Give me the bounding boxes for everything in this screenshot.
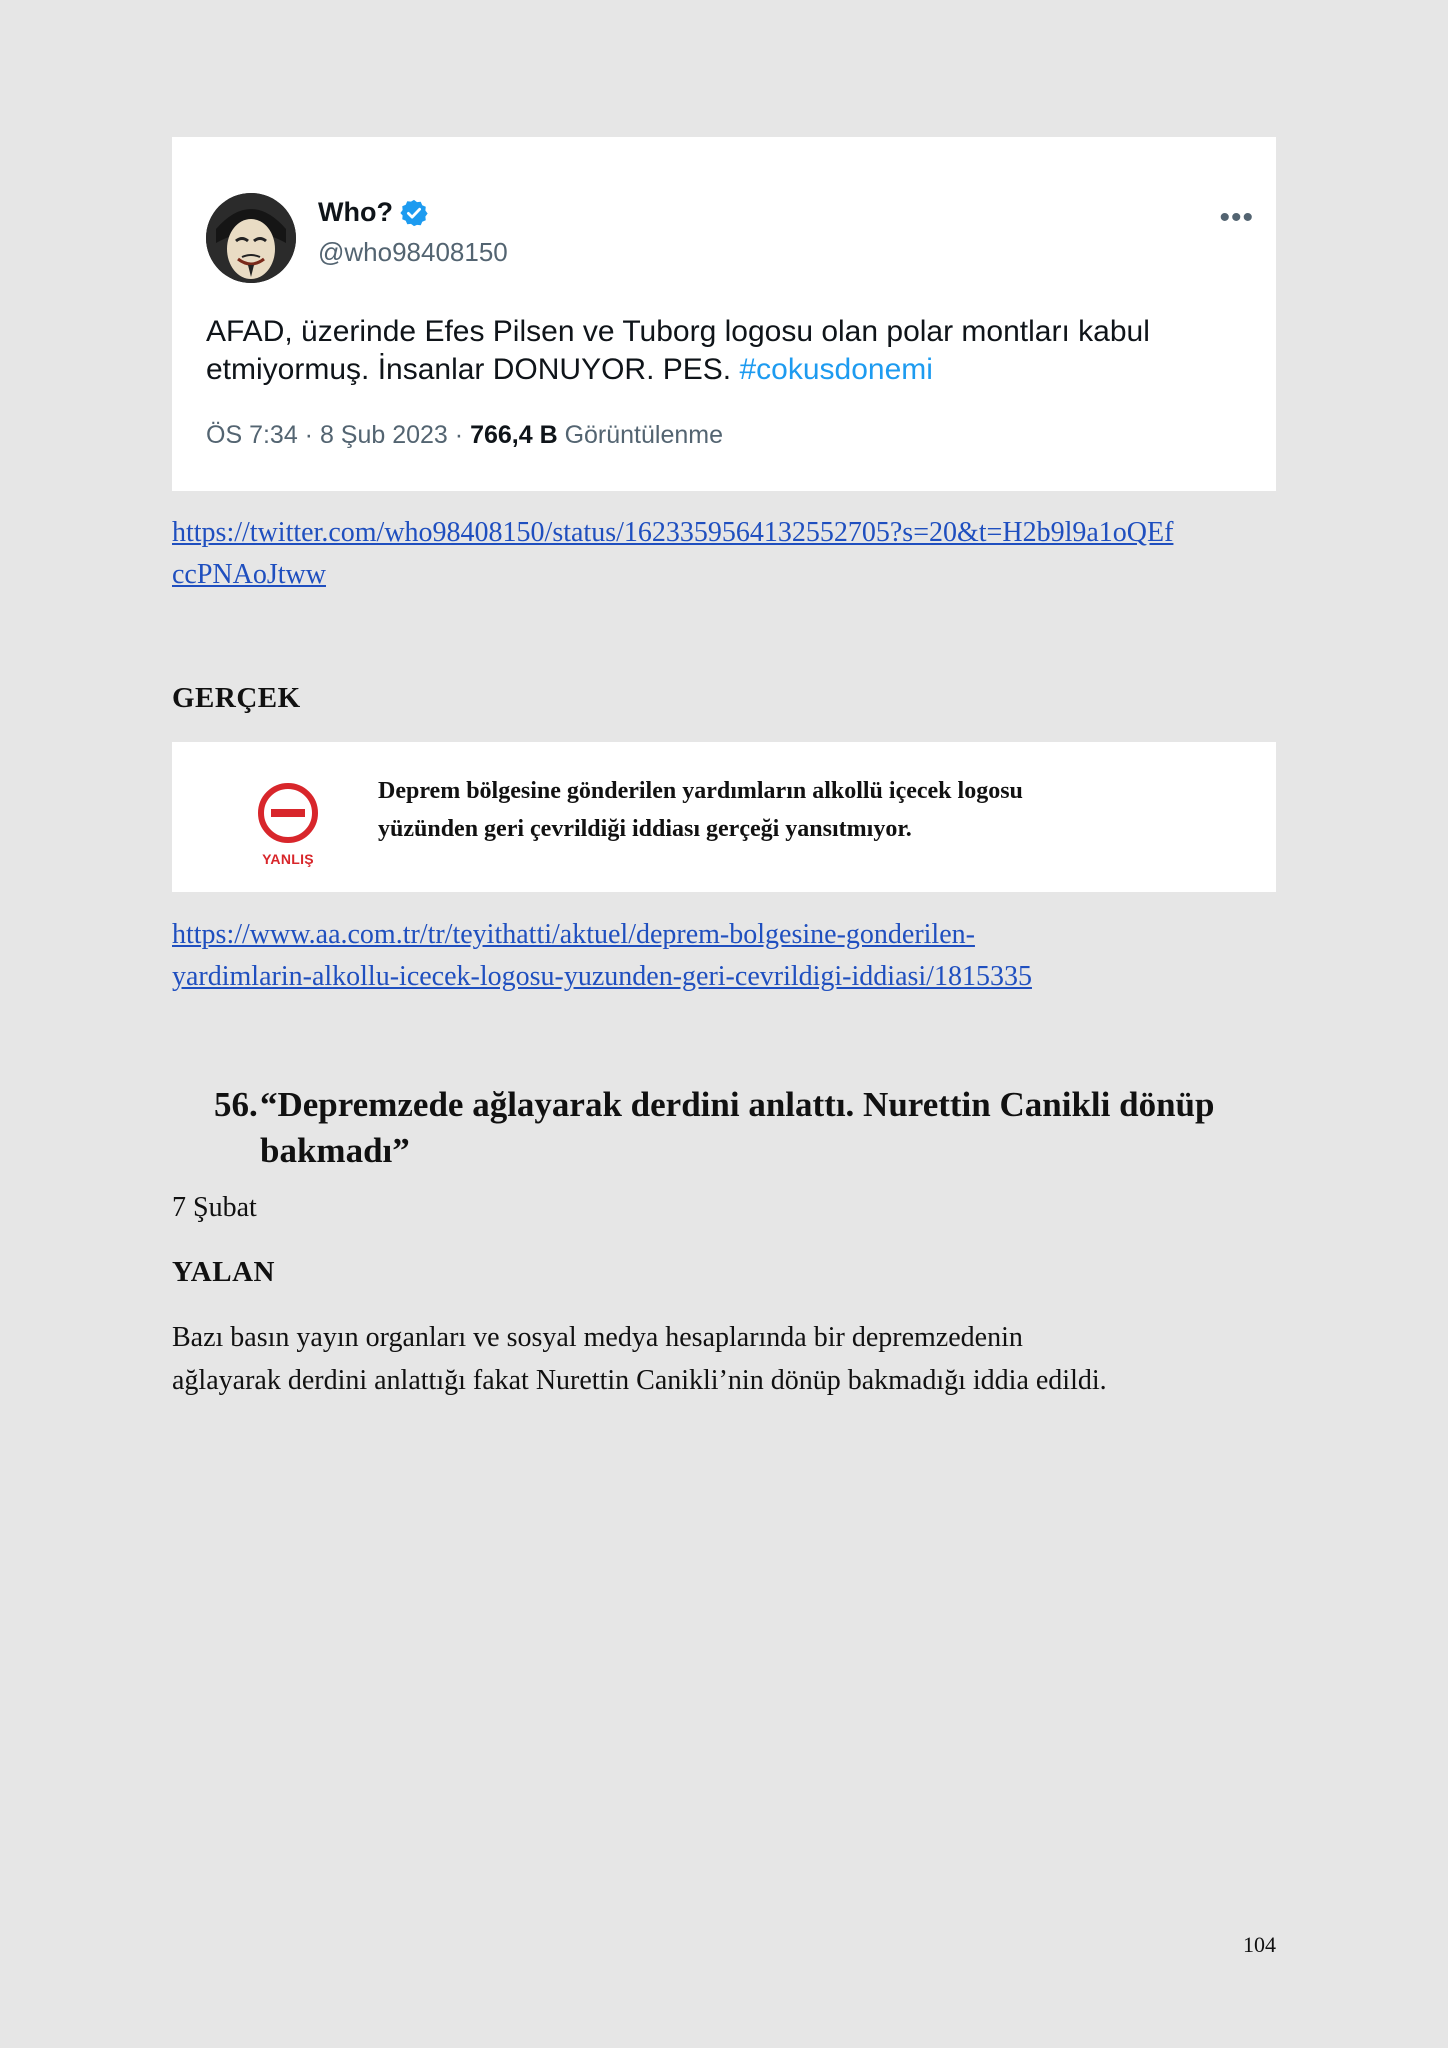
twitter-link-line-1[interactable]: https://twitter.com/who98408150/status/1623359564132552705?s=20&t=H2b9l9a1oQEf: [172, 517, 1174, 548]
tweet-view-label: Görüntülenme: [564, 421, 724, 449]
tweet-embed: [172, 137, 1276, 491]
aa-link-line-2[interactable]: yardimlarin-alkollu-icecek-logosu-yuzunden-geri-cevrildigi-iddiasi/1815335: [172, 961, 1032, 992]
more-options-icon[interactable]: •••: [1219, 201, 1254, 234]
aa-link[interactable]: [172, 914, 1032, 998]
tweet-text-line-2: etmiyormuş. İnsanlar DONUYOR. PES.: [206, 353, 732, 386]
tweet-timestamp[interactable]: ÖS 7:34 · 8 Şub 2023 ·: [206, 421, 471, 449]
section-title-line-2: bakmadı”: [260, 1131, 410, 1170]
section-title-line-1: “Depremzede ağlayarak derdini anlattı. Nurettin Canikli dönüp: [260, 1085, 1215, 1124]
tweet-view-count: 766,4 B: [470, 421, 558, 449]
section-date: 7 Şubat: [172, 1192, 257, 1223]
twitter-link-line-2[interactable]: ccPNAoJtww: [172, 559, 326, 590]
tweet-meta: [206, 421, 723, 450]
yanlis-label: YANLIŞ: [262, 851, 314, 867]
avatar[interactable]: [206, 193, 296, 283]
body-line-2: ağlayarak derdini anlattığı fakat Nurettin Canikli’nin dönüp bakmadığı iddia edildi.: [172, 1365, 1107, 1396]
no-entry-icon: [257, 782, 319, 844]
page-number: 104: [1243, 1932, 1276, 1957]
factcheck-text-line-2: yüzünden geri çevrildiği iddiası gerçeği yansıtmıyor.: [378, 816, 912, 842]
twitter-link[interactable]: [172, 512, 1173, 596]
tweet-author-name[interactable]: Who?: [318, 197, 393, 227]
tweet-text: [206, 313, 1246, 389]
gercek-heading: GERÇEK: [172, 682, 301, 714]
factcheck-text: [378, 772, 1238, 848]
factcheck-text-line-1: Deprem bölgesine gönderilen yardımların alkollü içecek logosu: [378, 778, 1023, 804]
tweet-text-line-1: AFAD, üzerinde Efes Pilsen ve Tuborg logosu olan polar montları kabul: [206, 315, 1150, 348]
factcheck-card: [172, 742, 1276, 892]
section-number: 56.: [214, 1085, 258, 1124]
verified-badge-icon: [399, 198, 429, 228]
body-paragraph: [172, 1316, 1282, 1402]
section-heading: [214, 1082, 1274, 1174]
verdict-heading: YALAN: [172, 1256, 275, 1288]
yanlis-badge: [248, 782, 328, 867]
tweet-hashtag[interactable]: #cokusdonemi: [739, 353, 933, 386]
aa-link-line-1[interactable]: https://www.aa.com.tr/tr/teyithatti/aktuel/deprem-bolgesine-gonderilen-: [172, 919, 975, 950]
tweet-author-handle[interactable]: @who98408150: [318, 237, 508, 267]
body-line-1: Bazı basın yayın organları ve sosyal medya hesaplarında bir depremzedenin: [172, 1322, 1023, 1353]
